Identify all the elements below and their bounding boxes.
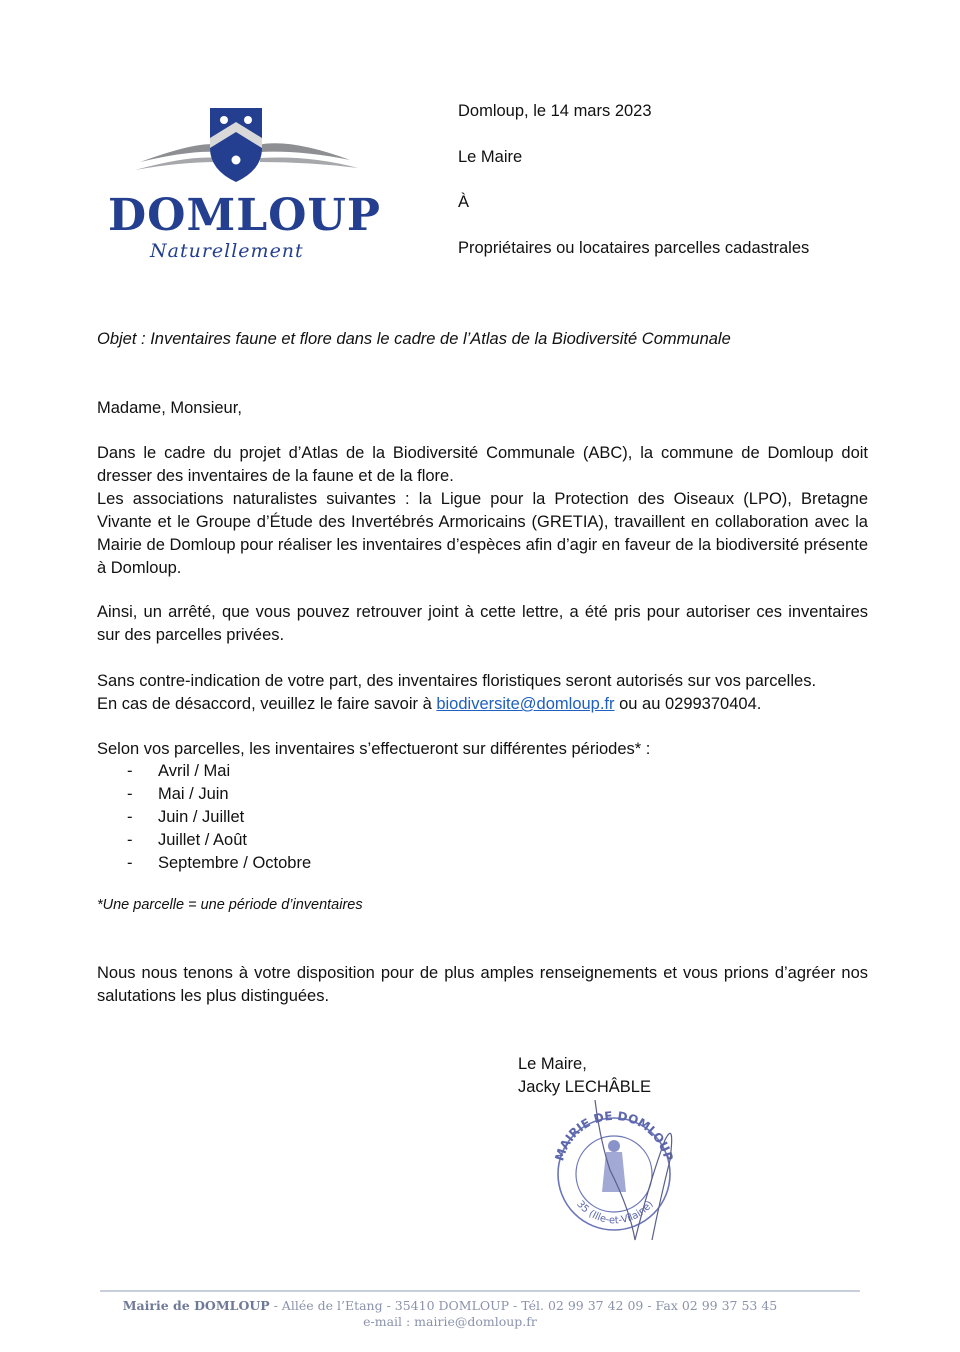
- coat-of-arms-icon: [100, 100, 370, 200]
- contact-email-link[interactable]: biodiversite@domloup.fr: [436, 695, 615, 713]
- stamp-bottom-text: 35 (Ille-et-Vilaine): [574, 1198, 656, 1227]
- paragraph-associations: Les associations naturalistes suivantes : la Ligue pour la Protection des Oiseaux (LPO), Bretagne Vivante et le Groupe d’Étude des Invertébrés Armoricains (GRETIA), travaillent en collaboration avec la Mairie de Domloup pour réaliser les inventaires d’espèces afin d’agir en faveur de la biodiversité présente à Domloup.: [97, 490, 868, 577]
- logo-wordmark: DOMLOUP: [108, 190, 381, 241]
- list-bullet: -: [127, 808, 133, 826]
- sender: Le Maire: [458, 148, 523, 166]
- period-label: Septembre / Octobre: [158, 854, 312, 872]
- mairie-stamp: [540, 1100, 690, 1250]
- stamp-top-text: MAIRIE DE DOMLOUP: [552, 1108, 676, 1163]
- letter-subject: Objet : Inventaires faune et flore dans le cadre de l’Atlas de la Biodiversité Communale: [97, 330, 731, 348]
- period-label: Avril / Mai: [158, 762, 231, 780]
- footer-divider: [100, 1290, 860, 1292]
- letter-date: Domloup, le 14 mars 2023: [458, 102, 652, 120]
- signature-name: Jacky LECHÂBLE: [518, 1078, 651, 1096]
- paragraph-abc: Dans le cadre du projet d’Atlas de la Biodiversité Communale (ABC), la commune de Domloup doit dresser des inventaires de la faune et de la flore.: [97, 444, 868, 485]
- official-stamp-icon: [540, 1100, 690, 1250]
- period-label: Juillet / Août: [158, 831, 247, 849]
- salutation: Madame, Monsieur,: [97, 399, 242, 417]
- footnote: *Une parcelle = une période d’inventaires: [97, 897, 363, 913]
- signature-block: [518, 1053, 651, 1099]
- period-label: Mai / Juin: [158, 785, 229, 803]
- disagreement-suffix: ou au 0299370404.: [614, 695, 762, 713]
- footer-address: [0, 1298, 900, 1313]
- paragraph-arrete: Ainsi, un arrêté, que vous pouvez retrouver joint à cette lettre, a été pris pour autoriser ces inventaires sur des parcelles privées.: [97, 603, 868, 644]
- disagreement-prefix: En cas de désaccord, veuillez le faire savoir à: [97, 695, 437, 713]
- to-label: À: [458, 193, 470, 211]
- period-label: Juin / Juillet: [158, 808, 245, 826]
- list-bullet: -: [127, 854, 133, 872]
- authorization-line: Sans contre-indication de votre part, des inventaires floristiques seront autorisés sur vos parcelles.: [97, 672, 817, 690]
- periods-intro: Selon vos parcelles, les inventaires s’effectueront sur différentes périodes* :: [97, 740, 651, 758]
- list-bullet: -: [127, 831, 133, 849]
- closing-paragraph: Nous nous tenons à votre disposition pour de plus amples renseignements et vous prions d’agréer nos salutations les plus distinguées.: [97, 964, 868, 1005]
- signature-title: Le Maire,: [518, 1055, 587, 1073]
- footer-email: e-mail : mairie@domloup.fr: [363, 1314, 537, 1329]
- domloup-logo: [100, 100, 381, 270]
- footer-details: - Allée de l’Etang - 35410 DOMLOUP - Tél. 02 99 37 42 09 - Fax 02 99 37 53 45: [269, 1298, 778, 1313]
- footer-org: Mairie de DOMLOUP: [122, 1298, 270, 1313]
- list-bullet: -: [127, 762, 133, 780]
- paragraph-authorization: [97, 670, 868, 716]
- disagreement-line: [97, 693, 868, 716]
- logo-tagline: Naturellement: [150, 240, 304, 262]
- recipient: Propriétaires ou locataires parcelles cadastrales: [458, 239, 810, 257]
- list-bullet: -: [127, 785, 133, 803]
